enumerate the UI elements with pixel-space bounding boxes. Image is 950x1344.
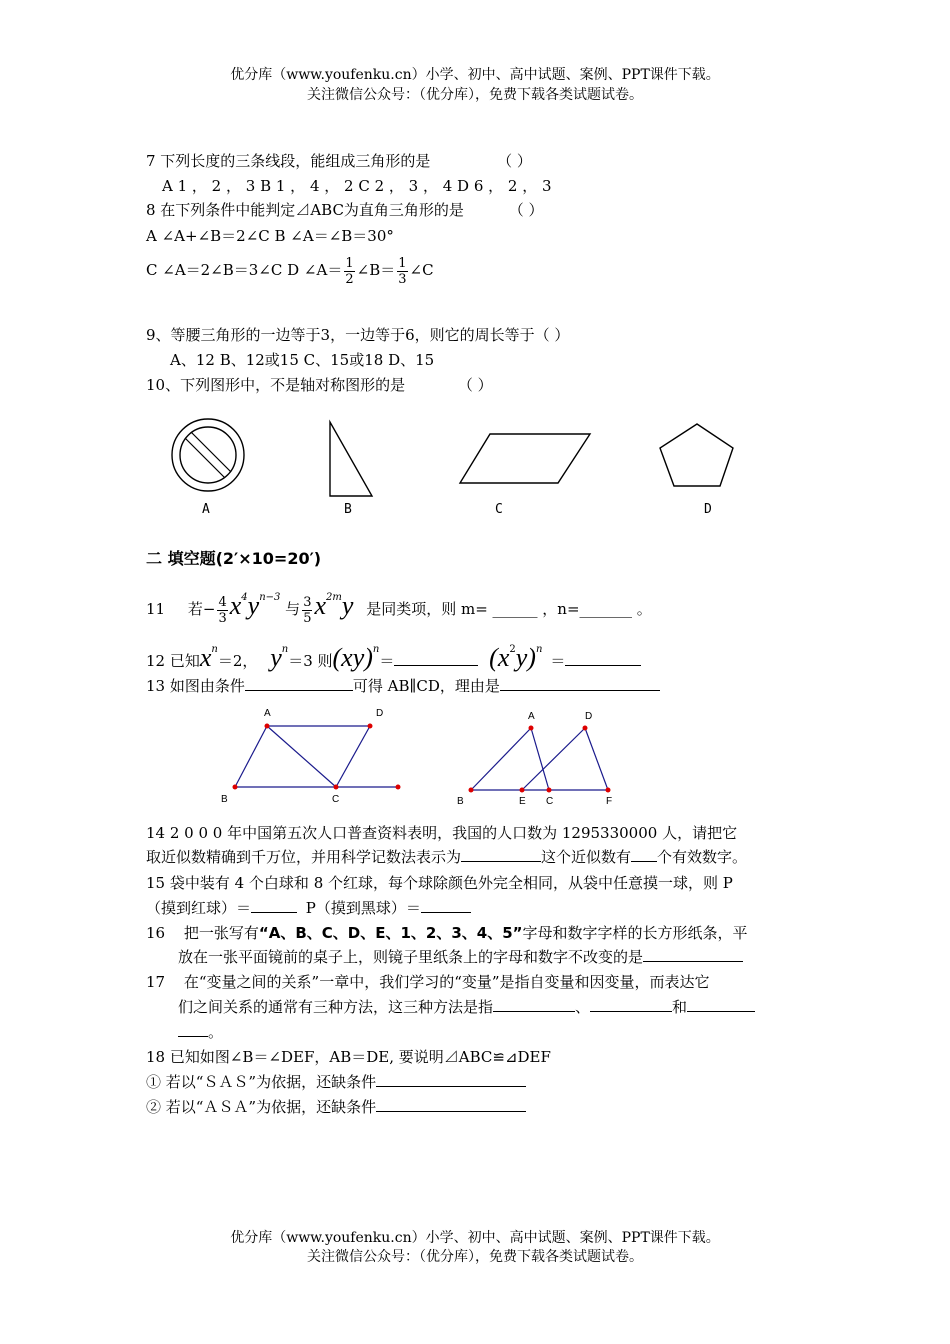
q9-stem: 9、等腰三角形的一边等于3，一边等于6，则它的周长等于（ ） bbox=[146, 326, 570, 344]
q11-exp1: 4 bbox=[241, 592, 248, 603]
q18-sub-1-text: ① 若以“ＳＡＳ”为依据，还缺条件 bbox=[146, 1073, 377, 1091]
q12-row bbox=[146, 630, 641, 681]
q11-x2: x bbox=[314, 591, 327, 620]
q18-stem: 18 已知如图∠B＝∠DEF，AB＝DE, 要说明⊿ABC≌⊿DEF bbox=[146, 1048, 551, 1066]
section-2-title: 二 填空题(2′×10=20′) bbox=[146, 549, 322, 568]
q14-line-2b: 这个近似数有 bbox=[541, 848, 632, 866]
q12-n2: n bbox=[281, 644, 289, 655]
q14-blank-2[interactable] bbox=[631, 847, 657, 862]
q17-blank-1[interactable] bbox=[493, 997, 575, 1012]
q13-figure-1 bbox=[215, 702, 415, 810]
q7-options: A 1 ， 2 ， 3 B 1 ， 4 ， 2 C 2 ， 3 ， 4 D 6 ， 2 ， 3 bbox=[162, 177, 552, 195]
q16-blank[interactable] bbox=[643, 947, 743, 962]
q10-stem-row bbox=[146, 374, 493, 396]
q8-options-ab: A ∠A+∠B＝2∠C B ∠A＝∠B＝30° bbox=[146, 227, 394, 245]
q8-mid: ∠B＝ bbox=[356, 261, 396, 279]
q12-prefix: 12 已知 bbox=[146, 652, 200, 670]
right-triangle-figure bbox=[330, 422, 372, 496]
q10-answer-paren: （ ） bbox=[457, 376, 493, 394]
q17-num: 17 bbox=[146, 973, 166, 991]
q17-line-2a: 们之间关系的通常有三种方法，这三种方法是指 bbox=[178, 998, 494, 1016]
q14-line-2a: 取近似数精确到千万位，并用科学记数法表示为 bbox=[146, 848, 462, 866]
q12-blank-1[interactable] bbox=[394, 651, 478, 666]
q13-blank-1[interactable] bbox=[245, 676, 353, 691]
q16-line-1c: 字母和数字字样的长方形纸条，平 bbox=[522, 924, 748, 942]
q16-line-2 bbox=[178, 946, 743, 968]
q12-eq-a: ＝ bbox=[379, 652, 395, 670]
q17-blank-3[interactable] bbox=[687, 997, 755, 1012]
q17-line-2 bbox=[178, 996, 755, 1018]
q8-opt-c: C ∠A＝2∠B＝3∠C D ∠A＝ bbox=[146, 261, 343, 279]
q15-line-1: 15 袋中装有 4 个白球和 8 个红球，每个球除颜色外完全相同，从袋中任意摸一球，则 P bbox=[146, 874, 733, 892]
q16-num: 16 bbox=[146, 924, 166, 942]
fig2-label-a: A bbox=[528, 711, 535, 722]
q11-fraction-2: $\frac{3}{5}$ bbox=[303, 594, 312, 626]
fig1-label-a: A bbox=[264, 708, 271, 719]
footer-line-2: 关注微信公众号：（优分库），免费下载各类试题试卷。 bbox=[307, 1249, 643, 1265]
fig2-label-b: B bbox=[457, 796, 464, 807]
q12-eq3: ＝3 则 bbox=[288, 652, 333, 670]
q10-label-b: B bbox=[344, 502, 352, 517]
q10-label-d: D bbox=[704, 502, 712, 517]
q17-line-1-text: 在“变量之间的关系”一章中，我们学习的“变量”是指自变量和因变量，而表达它 bbox=[183, 973, 710, 991]
q15-blank-1[interactable] bbox=[251, 898, 297, 913]
q16-line-2-text: 放在一张平面镜前的桌子上，则镜子里纸条上的字母和数字不改变的是 bbox=[178, 948, 644, 966]
q10-stem: 10、下列图形中，不是轴对称图形的是 bbox=[146, 376, 406, 394]
footer-line-1: 优分库（www.youfenku.cn）小学、初中、高中试题、案例、PPT课件下载。 bbox=[230, 1230, 720, 1246]
fig1-label-b: B bbox=[221, 794, 228, 805]
q14-line-2c: 个有效数字。 bbox=[657, 848, 748, 866]
q11-x1: x bbox=[229, 591, 242, 620]
q12-expr1: (xy) bbox=[332, 643, 373, 672]
q12-eq-b: ＝ bbox=[550, 652, 566, 670]
q17-line-3 bbox=[178, 1021, 223, 1043]
q17-blank-3b[interactable] bbox=[178, 1022, 208, 1037]
q13-figure-2 bbox=[450, 705, 630, 813]
q15-line-2a: （摸到红球）＝ bbox=[146, 899, 252, 917]
q16-letters: “A、B、C、D、E、1、2、3、4、5” bbox=[258, 924, 523, 942]
q12-n4: n bbox=[535, 644, 543, 655]
header-line-1: 优分库（www.youfenku.cn）小学、初中、高中试题、案例、PPT课件下载。 bbox=[230, 67, 720, 83]
q13-stem: 13 如图由条件 bbox=[146, 677, 245, 695]
fig1-label-c: C bbox=[332, 794, 340, 805]
q15-line-2b: P（摸到黑球）＝ bbox=[305, 899, 421, 917]
q11-y1: y bbox=[247, 591, 260, 620]
q10-label-a: A bbox=[202, 502, 210, 517]
fig2-label-f: F bbox=[606, 796, 613, 807]
q17-line-1 bbox=[146, 971, 710, 993]
q16-line-1a: 把一张写有 bbox=[183, 924, 259, 942]
q11-num: 11 bbox=[146, 600, 166, 618]
q18-sub-2 bbox=[146, 1096, 526, 1118]
q13-mid: 可得 AB∥CD，理由是 bbox=[352, 677, 500, 695]
q12-expr2b: y) bbox=[515, 643, 536, 672]
q7-answer-paren: （ ） bbox=[497, 152, 532, 170]
q11-with: 与 bbox=[285, 600, 301, 618]
q12-two: 2 bbox=[509, 644, 516, 655]
q17-sep-2: 和 bbox=[672, 998, 688, 1016]
q14-line-1: 14 2 0 0 0 年中国第五次人口普查资料表明，我国的人口数为 1295330000 人，请把它 bbox=[146, 824, 738, 842]
q14-line-2 bbox=[146, 846, 747, 868]
q8-stem: 8 在下列条件中能判定⊿ABC为直角三角形的是 bbox=[146, 201, 464, 219]
q12-x: x bbox=[199, 643, 212, 672]
q17-line-3-end: 。 bbox=[208, 1023, 224, 1041]
q13-row bbox=[146, 675, 660, 697]
fig1-label-d: D bbox=[376, 708, 384, 719]
q8-tail: ∠C bbox=[409, 261, 434, 279]
q7-stem: 7 下列长度的三条线段，能组成三角形的是 bbox=[146, 152, 431, 170]
q15-blank-2[interactable] bbox=[421, 898, 471, 913]
q15-line-2 bbox=[146, 897, 471, 919]
q12-blank-2[interactable] bbox=[565, 651, 641, 666]
q9-options: A、12 B、12或15 C、15或18 D、15 bbox=[170, 351, 435, 369]
q10-figures bbox=[160, 410, 760, 505]
q18-blank-1[interactable] bbox=[376, 1072, 526, 1087]
q18-sub-1 bbox=[146, 1071, 526, 1093]
q11-fraction-1: $\frac{4}{3}$ bbox=[218, 594, 227, 626]
q11-row bbox=[146, 578, 652, 629]
q11-suffix: 是同类项，则 m= ______ ，n=_______ 。 bbox=[366, 600, 652, 618]
q14-blank-1[interactable] bbox=[461, 847, 541, 862]
q12-n1: n bbox=[211, 644, 218, 655]
q8-stem-row bbox=[146, 199, 544, 221]
parallelogram-figure bbox=[460, 434, 590, 483]
q11-y2: y bbox=[341, 591, 354, 620]
fig2-label-d: D bbox=[585, 711, 593, 722]
q7-stem-row bbox=[146, 150, 532, 172]
q10-label-c: C bbox=[495, 502, 503, 517]
q17-blank-2[interactable] bbox=[590, 997, 672, 1012]
q12-expr2: (x bbox=[489, 643, 510, 672]
q18-sub-2-text: ② 若以“ＡＳＡ”为依据，还缺条件 bbox=[146, 1098, 377, 1116]
q12-eq2: ＝2， bbox=[217, 652, 258, 670]
q17-sep-1: 、 bbox=[575, 998, 591, 1016]
fig2-label-c: C bbox=[546, 796, 554, 807]
q18-blank-2[interactable] bbox=[376, 1097, 526, 1112]
q8-fraction-1: $\frac{1}{2}$ bbox=[345, 255, 354, 287]
q16-line-1 bbox=[146, 922, 748, 944]
q12-n3: n bbox=[372, 644, 380, 655]
q8-options-cd bbox=[146, 250, 434, 290]
q8-fraction-2: $\frac{1}{3}$ bbox=[398, 255, 407, 287]
no-sign-figure bbox=[172, 419, 244, 491]
q11-exp3: 2m bbox=[326, 592, 342, 603]
q8-answer-paren: （ ） bbox=[508, 201, 544, 219]
fig2-label-e: E bbox=[519, 796, 526, 807]
q13-blank-2[interactable] bbox=[500, 676, 660, 691]
header-line-2: 关注微信公众号：（优分库），免费下载各类试题试卷。 bbox=[307, 87, 643, 103]
q12-y: y bbox=[270, 643, 282, 672]
q11-exp2: n−3 bbox=[259, 592, 281, 603]
pentagon-figure bbox=[660, 424, 733, 486]
q11-prefix: 若− bbox=[187, 600, 216, 618]
